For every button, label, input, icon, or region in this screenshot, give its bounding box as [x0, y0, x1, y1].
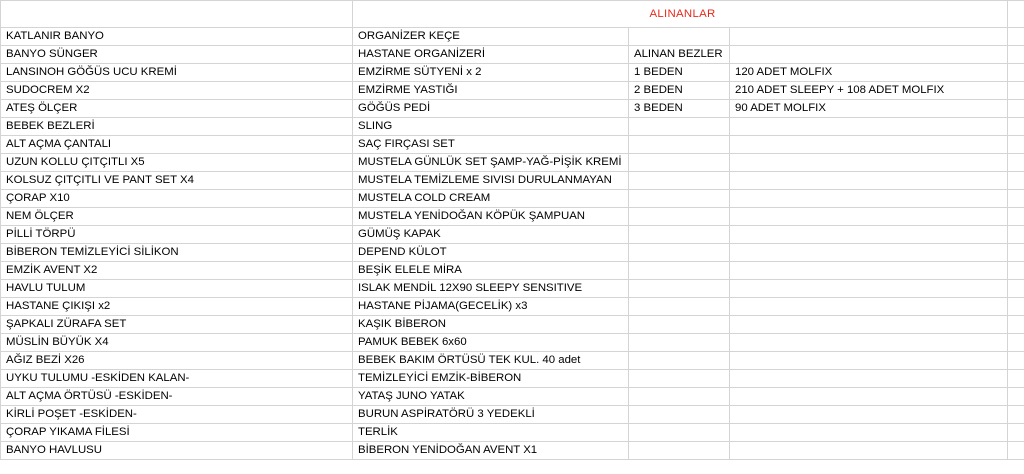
cell-empty[interactable] — [1008, 262, 1024, 280]
cell-empty[interactable] — [629, 208, 730, 226]
cell-size[interactable] — [629, 28, 730, 46]
cell-item[interactable]: BEBEK BEZLERİ — [1, 118, 353, 136]
cell-empty[interactable] — [730, 208, 1008, 226]
cell-empty[interactable] — [1008, 424, 1024, 442]
cell-empty[interactable] — [629, 280, 730, 298]
cell-empty[interactable] — [1008, 136, 1024, 154]
cell-item-2[interactable]: MUSTELA YENİDOĞAN KÖPÜK ŞAMPUAN — [353, 208, 629, 226]
cell-item[interactable]: ALT AÇMA ÇANTALI — [1, 136, 353, 154]
cell-empty[interactable] — [1008, 316, 1024, 334]
cell-empty[interactable] — [730, 154, 1008, 172]
table-row — [1, 136, 1024, 154]
table-row — [1, 352, 1024, 370]
cell-empty[interactable] — [730, 172, 1008, 190]
cell-item[interactable]: BİBERON TEMİZLEYİCİ SİLİKON — [1, 244, 353, 262]
cell-empty[interactable] — [730, 280, 1008, 298]
table-row — [1, 226, 1024, 244]
table-row — [1, 316, 1024, 334]
cell-empty[interactable] — [1008, 334, 1024, 352]
cell-quantity[interactable]: 90 ADET MOLFIX — [730, 100, 1008, 118]
table-row — [1, 190, 1024, 208]
cell-empty[interactable] — [1008, 442, 1024, 460]
cell-empty[interactable] — [1008, 118, 1024, 136]
cell-empty[interactable] — [629, 172, 730, 190]
grid-body — [1, 1, 1024, 460]
cell-item-2[interactable]: DEPEND KÜLOT — [353, 244, 629, 262]
cell-item[interactable]: ALT AÇMA ÖRTÜSÜ -ESKİDEN- — [1, 388, 353, 406]
cell-empty[interactable] — [629, 154, 730, 172]
cell-empty[interactable] — [730, 298, 1008, 316]
table-row — [1, 370, 1024, 388]
cell-empty[interactable] — [629, 298, 730, 316]
cell-item[interactable]: KATLANIR BANYO — [1, 28, 353, 46]
table-row — [1, 388, 1024, 406]
cell-item-2[interactable]: MUSTELA COLD CREAM — [353, 190, 629, 208]
cell-empty[interactable] — [1008, 154, 1024, 172]
cell-empty[interactable] — [629, 136, 730, 154]
cell-item[interactable]: HASTANE ÇIKIŞI x2 — [1, 298, 353, 316]
table-row — [1, 280, 1024, 298]
cell-empty[interactable] — [1008, 82, 1024, 100]
table-row — [1, 154, 1024, 172]
cell-item-2[interactable]: BURUN ASPİRATÖRÜ 3 YEDEKLİ — [353, 406, 629, 424]
cell[interactable] — [1008, 1, 1024, 28]
cell-item[interactable]: ATEŞ ÖLÇER — [1, 100, 353, 118]
sheet-title[interactable]: ALINANLAR — [353, 1, 1008, 28]
cell-item[interactable]: PİLLİ TÖRPÜ — [1, 226, 353, 244]
cell-item-2[interactable]: BİBERON YENİDOĞAN AVENT X1 — [353, 442, 629, 460]
cell-item[interactable]: EMZİK AVENT X2 — [1, 262, 353, 280]
cell-item-2[interactable]: MUSTELA TEMİZLEME SIVISI DURULANMAYAN — [353, 172, 629, 190]
cell-empty[interactable] — [1008, 388, 1024, 406]
table-row — [1, 82, 1024, 100]
cell-empty[interactable] — [1008, 28, 1024, 46]
table-row — [1, 64, 1024, 82]
table-row — [1, 406, 1024, 424]
cell-item-2[interactable]: YATAŞ JUNO YATAK — [353, 388, 629, 406]
cell-item[interactable]: UZUN KOLLU ÇITÇITLI X5 — [1, 154, 353, 172]
cell-empty[interactable] — [1008, 190, 1024, 208]
cell-empty[interactable] — [730, 226, 1008, 244]
cell-item[interactable]: KİRLİ POŞET -ESKİDEN- — [1, 406, 353, 424]
cell-empty[interactable] — [730, 424, 1008, 442]
cell-quantity[interactable]: 120 ADET MOLFIX — [730, 64, 1008, 82]
cell-empty[interactable] — [629, 118, 730, 136]
cell-empty[interactable] — [1008, 370, 1024, 388]
cell-item-2[interactable]: SLING — [353, 118, 629, 136]
cell-empty[interactable] — [1008, 172, 1024, 190]
cell-item[interactable]: HAVLU TULUM — [1, 280, 353, 298]
table-row — [1, 208, 1024, 226]
cell-item[interactable]: BANYO SÜNGER — [1, 46, 353, 64]
cell-empty[interactable] — [629, 262, 730, 280]
cell-empty[interactable] — [730, 136, 1008, 154]
cell-empty[interactable] — [1008, 406, 1024, 424]
cell-item-2[interactable]: EMZİRME YASTIĞI — [353, 82, 629, 100]
table-row — [1, 424, 1024, 442]
cell-item-2[interactable]: SAÇ FIRÇASI SET — [353, 136, 629, 154]
cell-empty[interactable] — [1008, 100, 1024, 118]
cell-empty[interactable] — [629, 316, 730, 334]
table-row — [1, 298, 1024, 316]
cell-empty[interactable] — [1008, 280, 1024, 298]
cell-item-2[interactable]: BEBEK BAKIM ÖRTÜSÜ TEK KUL. 40 adet — [353, 352, 629, 370]
cell-item-2[interactable]: TEMİZLEYİCİ EMZİK-BİBERON — [353, 370, 629, 388]
cell-item-2[interactable]: PAMUK BEBEK 6x60 — [353, 334, 629, 352]
cell-item-2[interactable]: TERLİK — [353, 424, 629, 442]
table-row — [1, 100, 1024, 118]
cell-item[interactable]: ŞAPKALI ZÜRAFA SET — [1, 316, 353, 334]
cell-item-2[interactable]: HASTANE ORGANİZERİ — [353, 46, 629, 64]
cell-size[interactable]: 2 BEDEN — [629, 82, 730, 100]
table-row — [1, 334, 1024, 352]
cell-item[interactable]: NEM ÖLÇER — [1, 208, 353, 226]
cell-empty[interactable] — [730, 118, 1008, 136]
cell-item-2[interactable]: GÜMÜŞ KAPAK — [353, 226, 629, 244]
table-row — [1, 442, 1024, 460]
cell-empty[interactable] — [1008, 244, 1024, 262]
cell-empty[interactable] — [1008, 352, 1024, 370]
cell-empty[interactable] — [1008, 226, 1024, 244]
cell-item-2[interactable]: HASTANE PİJAMA(GECELİK) x3 — [353, 298, 629, 316]
cell-empty[interactable] — [629, 190, 730, 208]
cell-item-2[interactable]: GÖĞÜS PEDİ — [353, 100, 629, 118]
cell-item-2[interactable]: KAŞIK BİBERON — [353, 316, 629, 334]
cell-item[interactable]: KOLSUZ ÇITÇITLI VE PANT SET X4 — [1, 172, 353, 190]
cell-item[interactable]: UYKU TULUMU -ESKİDEN KALAN- — [1, 370, 353, 388]
cell-item[interactable]: BANYO HAVLUSU — [1, 442, 353, 460]
cell-empty[interactable] — [1008, 64, 1024, 82]
cell-empty[interactable] — [629, 244, 730, 262]
cell-empty[interactable] — [629, 388, 730, 406]
cell-empty[interactable] — [730, 352, 1008, 370]
cell-empty[interactable] — [730, 370, 1008, 388]
cell-quantity[interactable] — [730, 46, 1008, 64]
cell-item-2[interactable]: ORGANİZER KEÇE — [353, 28, 629, 46]
cell-size[interactable]: ALINAN BEZLER — [629, 46, 730, 64]
cell-item[interactable]: LANSINOH GÖĞÜS UCU KREMİ — [1, 64, 353, 82]
cell-empty[interactable] — [730, 334, 1008, 352]
title-row — [1, 1, 1024, 28]
cell-empty[interactable] — [730, 388, 1008, 406]
cell-size[interactable]: 1 BEDEN — [629, 64, 730, 82]
table-row — [1, 172, 1024, 190]
table-row — [1, 46, 1024, 64]
cell-empty[interactable] — [1008, 208, 1024, 226]
cell-empty[interactable] — [629, 424, 730, 442]
cell-empty[interactable] — [629, 334, 730, 352]
cell-item-2[interactable]: EMZİRME SÜTYENİ x 2 — [353, 64, 629, 82]
cell-size[interactable]: 3 BEDEN — [629, 100, 730, 118]
cell-item[interactable]: MÜSLİN BÜYÜK X4 — [1, 334, 353, 352]
cell-empty[interactable] — [730, 262, 1008, 280]
cell-item[interactable]: AĞIZ BEZİ X26 — [1, 352, 353, 370]
cell-item[interactable]: SUDOCREM X2 — [1, 82, 353, 100]
cell-item[interactable]: ÇORAP YIKAMA FİLESİ — [1, 424, 353, 442]
cell-item-2[interactable]: MUSTELA GÜNLÜK SET ŞAMP-YAĞ-PİŞİK KREMİ — [353, 154, 629, 172]
cell-item[interactable]: ÇORAP X10 — [1, 190, 353, 208]
cell-empty[interactable] — [730, 442, 1008, 460]
table-row — [1, 244, 1024, 262]
cell-empty[interactable] — [730, 316, 1008, 334]
cell-item-2[interactable]: ISLAK MENDİL 12X90 SLEEPY SENSITIVE — [353, 280, 629, 298]
cell-empty[interactable] — [730, 244, 1008, 262]
cell-empty[interactable] — [730, 190, 1008, 208]
cell-empty[interactable] — [730, 406, 1008, 424]
cell-quantity[interactable] — [730, 28, 1008, 46]
cell-empty[interactable] — [629, 406, 730, 424]
cell-empty[interactable] — [1008, 46, 1024, 64]
cell[interactable] — [1, 1, 353, 28]
cell-quantity[interactable]: 210 ADET SLEEPY + 108 ADET MOLFIX — [730, 82, 1008, 100]
cell-empty[interactable] — [1008, 298, 1024, 316]
cell-empty[interactable] — [629, 442, 730, 460]
cell-empty[interactable] — [629, 352, 730, 370]
table-row — [1, 262, 1024, 280]
cell-empty[interactable] — [629, 370, 730, 388]
cell-item-2[interactable]: BEŞİK ELELE MİRA — [353, 262, 629, 280]
table-row — [1, 118, 1024, 136]
cell-empty[interactable] — [629, 226, 730, 244]
table-row — [1, 28, 1024, 46]
